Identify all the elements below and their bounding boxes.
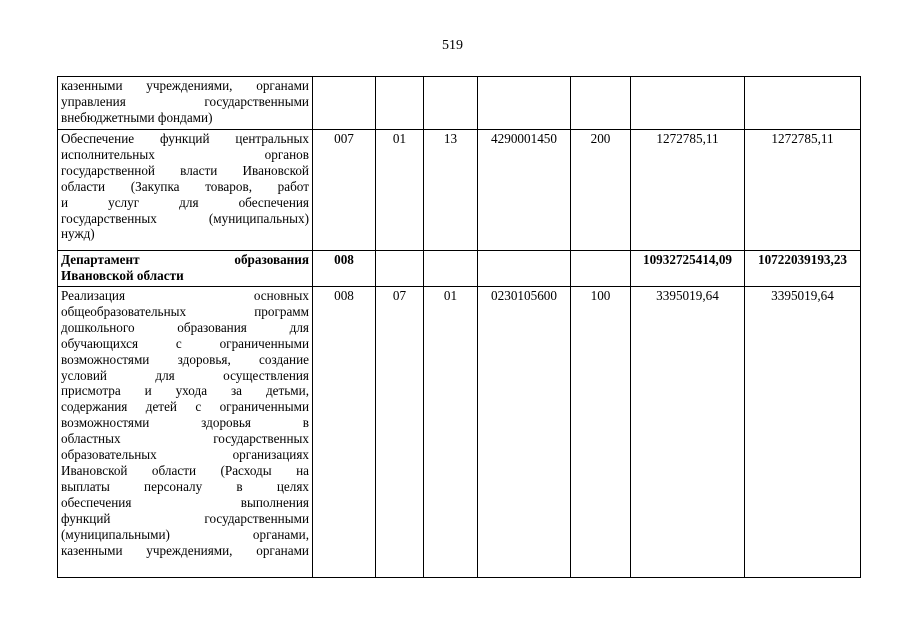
description-line: Ивановской области (Расходы на: [61, 462, 309, 478]
description-line: управления государственными: [61, 93, 309, 109]
description-line: казенными учреждениями, органами: [61, 542, 309, 558]
section-code: [376, 251, 424, 287]
description-line: области (Закупка товаров, работ: [61, 178, 309, 194]
description-line: государственных (муниципальных): [61, 210, 309, 226]
subsection-code: [424, 77, 478, 130]
page-number: 519: [442, 38, 463, 53]
description-line: обеспечения выполнения: [61, 494, 309, 510]
description-line: образовательных организациях: [61, 447, 309, 463]
amount-2019: 3395019,64: [631, 287, 745, 578]
description-line: выплаты персоналу в целях: [61, 478, 309, 494]
amount-2020: 10722039193,23: [745, 251, 861, 287]
amount-2019: 1272785,11: [631, 130, 745, 251]
section-code: 07: [376, 287, 424, 578]
amount-2019: 10932725414,09: [631, 251, 745, 287]
expense-type-code: 100: [571, 287, 631, 578]
description-line: областных государственных: [61, 431, 309, 447]
description-line: нужд): [61, 226, 95, 242]
description-line: Департамент образования: [61, 252, 309, 267]
target-code: 4290001450: [478, 130, 571, 251]
description-line: возможностями здоровья, создание: [61, 351, 309, 367]
amount-2020: 3395019,64: [745, 287, 861, 578]
description-line: Обеспечение функций центральных: [61, 131, 309, 146]
description-line: присмотра и ухода за детьми,: [61, 383, 309, 399]
description-line: общеобразовательных программ: [61, 303, 309, 319]
row-description: [58, 287, 313, 578]
ministry-code: 008: [313, 251, 376, 287]
section-code: 01: [376, 130, 424, 251]
description-line: государственной власти Ивановской: [61, 162, 309, 178]
subsection-code: 13: [424, 130, 478, 251]
description-line: и услуг для обеспечения: [61, 194, 309, 210]
description-line: условий для осуществления: [61, 367, 309, 383]
description-line: обучающихся с ограниченными: [61, 335, 309, 351]
amount-2020: [745, 77, 861, 130]
amount-2019: [631, 77, 745, 130]
description-line: функций государственными: [61, 510, 309, 526]
table-row: [58, 287, 861, 578]
description-line: Ивановской области: [61, 267, 184, 283]
subsection-code: [424, 251, 478, 287]
description-line: дошкольного образования для: [61, 319, 309, 335]
expense-type-code: [571, 251, 631, 287]
description-line: внебюджетными фондами): [61, 109, 213, 125]
ministry-code: 007: [313, 130, 376, 251]
table-row: [58, 77, 861, 130]
ministry-code: 008: [313, 287, 376, 578]
description-line: содержания детей с ограниченными: [61, 399, 309, 415]
expense-type-code: [571, 77, 631, 130]
subsection-code: 01: [424, 287, 478, 578]
expense-type-code: 200: [571, 130, 631, 251]
description-line: Реализация основных: [61, 288, 309, 303]
table-row: [58, 251, 861, 287]
description-line: возможностями здоровья в: [61, 415, 309, 431]
budget-table: [57, 76, 861, 578]
row-description: [58, 251, 313, 287]
section-code: [376, 77, 424, 130]
row-description: [58, 77, 313, 130]
target-code: [478, 251, 571, 287]
amount-2020: 1272785,11: [745, 130, 861, 251]
description-line: казенными учреждениями, органами: [61, 78, 309, 93]
row-description: [58, 130, 313, 251]
description-line: (муниципальными) органами,: [61, 526, 309, 542]
target-code: [478, 77, 571, 130]
description-line: исполнительных органов: [61, 146, 309, 162]
table-row: [58, 130, 861, 251]
ministry-code: [313, 77, 376, 130]
target-code: 0230105600: [478, 287, 571, 578]
